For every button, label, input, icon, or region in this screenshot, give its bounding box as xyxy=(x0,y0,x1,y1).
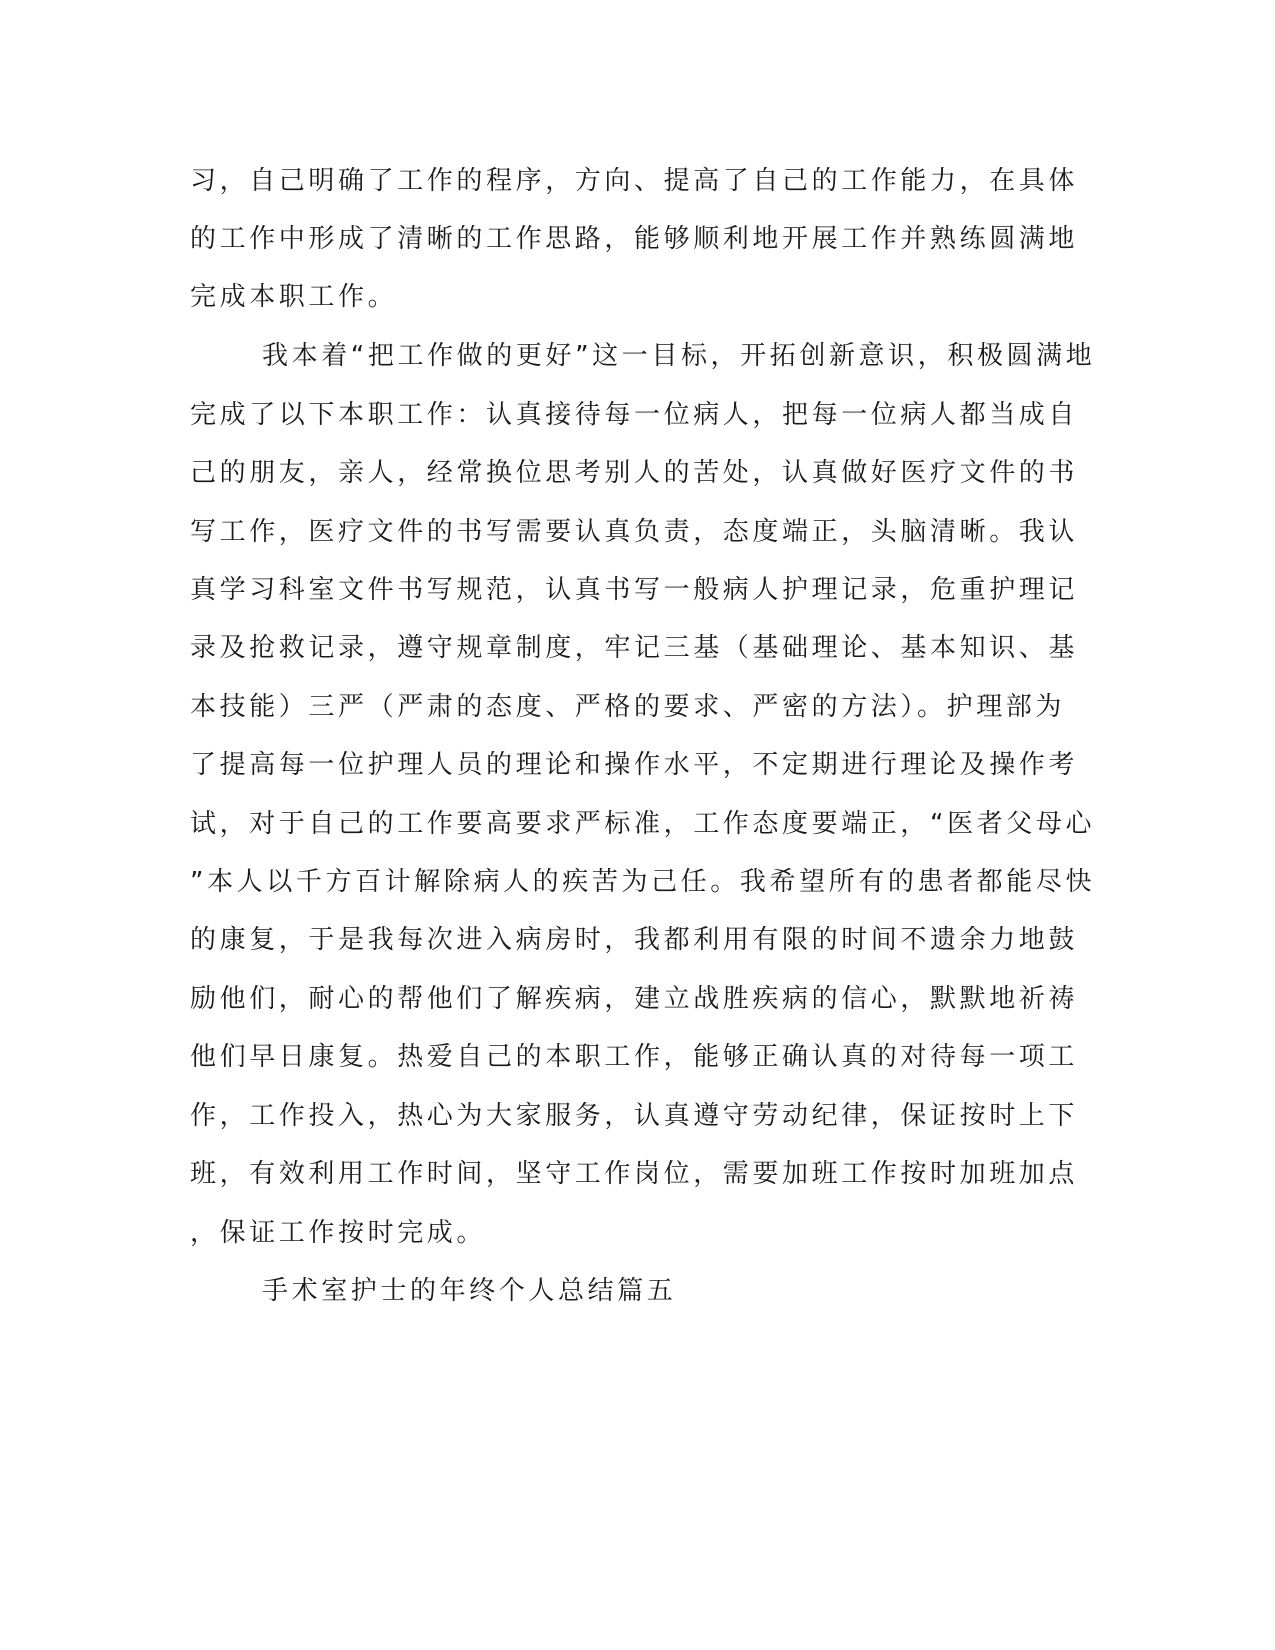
text-line: 录及抢救记录，遵守规章制度，牢记三基（基础理论、基本知识、基 xyxy=(190,633,1079,663)
text-line: 完成了以下本职工作：认真接待每一位病人，把每一位病人都当成自 xyxy=(190,400,1079,430)
text-line: 真学习科室文件书写规范，认真书写一般病人护理记录，危重护理记 xyxy=(190,575,1079,605)
text-line: 励他们，耐心的帮他们了解疾病，建立战胜疾病的信心，默默地祈祷 xyxy=(190,984,1079,1014)
text-line: 的工作中形成了清晰的工作思路，能够顺利地开展工作并熟练圆满地 xyxy=(190,224,1079,254)
text-line: 己的朋友，亲人，经常换位思考别人的苦处，认真做好医疗文件的书 xyxy=(190,458,1079,488)
text-line: 他们早日康复。热爱自己的本职工作，能够正确认真的对待每一项工 xyxy=(190,1042,1079,1072)
text-line: 写工作，医疗文件的书写需要认真负责，态度端正，头脑清晰。我认 xyxy=(190,517,1079,547)
text-line: ，保证工作按时完成。 xyxy=(190,1218,487,1248)
text-line: 习，自己明确了工作的程序，方向、提高了自己的工作能力，在具体 xyxy=(190,166,1079,196)
text-line: ”本人以千方百计解除病人的疾苦为己任。我希望所有的患者都能尽快 xyxy=(190,867,1096,897)
text-line: 作，工作投入，热心为大家服务，认真遵守劳动纪律，保证按时上下 xyxy=(190,1101,1079,1131)
text-line: 班，有效利用工作时间，坚守工作岗位，需要加班工作按时加班加点 xyxy=(190,1159,1079,1189)
text-line: 我本着“把工作做的更好”这一目标，开拓创新意识，积极圆满地 xyxy=(262,341,1096,371)
section-heading: 手术室护士的年终个人总结篇五 xyxy=(262,1276,677,1306)
text-line: 试，对于自己的工作要高要求严标准，工作态度要端正，“医者父母心 xyxy=(190,809,1096,839)
text-line: 完成本职工作。 xyxy=(190,282,398,312)
text-line: 本技能）三严（严肃的态度、严格的要求、严密的方法）。护理部为 xyxy=(190,692,1066,722)
text-line: 的康复，于是我每次进入病房时，我都利用有限的时间不遗余力地鼓 xyxy=(190,925,1079,955)
text-line: 了提高每一位护理人员的理论和操作水平，不定期进行理论及操作考 xyxy=(190,750,1079,780)
